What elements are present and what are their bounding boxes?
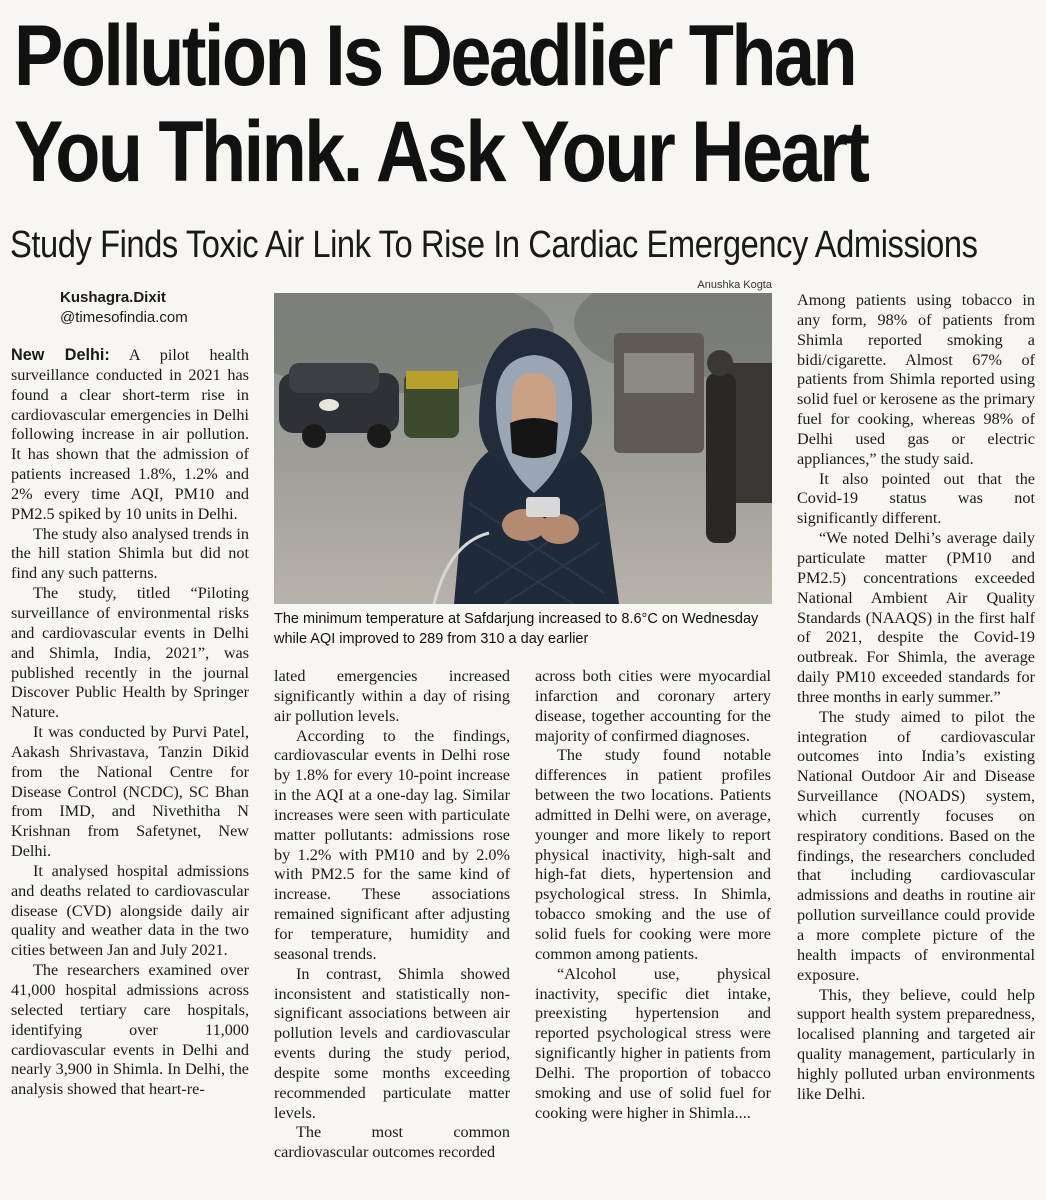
article-paragraph: lated emergencies increased significantly within a day of rising air pollution levels. <box>274 667 510 725</box>
article-paragraph: Among patients using tobacco in any form, 98% of patients from Shimla reported smoking a bidi/cigarette. Almost 67% of patients from Shimla reported using solid fuel or kerosene as the primary fuel for cooking, whereas 98% of Delhi used gas or electric appliances,” the study said. <box>797 291 1035 468</box>
article-paragraph: “We noted Delhi’s average daily particulate matter (PM10 and PM2.5) concentrations exceeded National Ambient Air Quality Standards (NAAQS) in the first half of 2021, despite the Covid-19 outbreak. For Shimla, the average daily PM10 exceeded standards for three months in early summer.” <box>797 529 1035 706</box>
article-paragraph: It was conducted by Purvi Patel, Aakash Shrivastava, Tanzin Dikid from the National Centre for Disease Control (NCDC), SC Bhan from IMD, and Nivethitha N Krishnan from Safetynet, New Delhi. <box>11 723 249 861</box>
article-column-2 <box>274 667 510 1163</box>
article-paragraph: The most common cardiovascular outcomes recorded <box>274 1123 510 1162</box>
article-paragraph: According to the findings, cardiovascular events in Delhi rose by 1.8% for every 10-point increase in the AQI at a one-day lag. Similar increases were seen with particulate matter pollutants: admissions rose by 1.2% with PM10 and by 2.0% with PM2.5 for the same kind of increase. These associations remained significant after adjusting for temperature, humidity and seasonal trends. <box>274 726 510 963</box>
news-photo <box>274 293 772 604</box>
photo-credit: Anushka Kogta <box>697 279 772 291</box>
article-paragraph: It analysed hospital admissions and deaths related to cardiovascular disease (CVD) alongside daily air quality and weather data in the two cities between Jan and July 2021. <box>11 861 249 960</box>
article-paragraph: The researchers examined over 41,000 hospital admissions across selected tertiary care hospitals, identifying over 11,000 cardiovascular events in Delhi and nearly 3,900 in Shimla. In Delhi, the analysis showed that heart-re- <box>11 961 249 1099</box>
article-paragraph: The study, titled “Piloting surveillance of environmental risks and cardiovascular events in Delhi and Shimla, India, 2021”, was published recently in the journal Discover Public Health by Springer Nature. <box>11 584 249 722</box>
article-column-4 <box>797 291 1035 1105</box>
author-name: Kushagra.Dixit <box>60 289 166 306</box>
photo-woman-masked-phone <box>274 293 772 604</box>
article-paragraph: The study aimed to pilot the integration of cardiovascular outcomes into India’s existing National Outdoor Air and Disease Surveillance (NOADS) system, which currently focuses on respiratory conditions. Based on the findings, the researchers concluded that including cardiovascular admissions and deaths in routine air pollution surveillance could provide a more complete picture of the health impacts of environmental exposure. <box>797 707 1035 984</box>
article-paragraph: “Alcohol use, physical inactivity, specific diet intake, preexisting hypertension and reported psychological stress were significantly higher in patients from Delhi. The proportion of tobacco smoking and use of solid fuel for cooking were higher in Shimla.... <box>535 964 771 1122</box>
headline-line-2: You Think. Ask Your Heart <box>14 104 868 200</box>
article-paragraph: This, they believe, could help support health system preparedness, localised planning and targeted air quality management, particularly in highly polluted urban environments like Delhi. <box>797 985 1035 1103</box>
byline <box>60 288 260 328</box>
headline <box>14 8 891 200</box>
article-paragraph: It also pointed out that the Covid-19 status was not significantly different. <box>797 469 1035 528</box>
headline-line-1: Pollution Is Deadlier Than <box>14 8 856 104</box>
article-paragraph: In contrast, Shimla showed inconsistent and statistically non-significant associations between air pollution levels and cardiovascular events during the study period, despite some months exceeding recommended particulate matter levels. <box>274 964 510 1122</box>
article-paragraph: The study also analysed trends in the hill station Shimla but did not find any such patterns. <box>11 524 249 583</box>
article-column-3 <box>535 667 771 1123</box>
article-paragraph: The study found notable differences in patient profiles between the two locations. Patients admitted in Delhi were, on average, younger and more likely to report physical inactivity, high-salt and high-fat diets, hypertension and psychological stress. In Shimla, tobacco smoking and the use of solid fuels for cooking were more common among patients. <box>535 746 771 963</box>
photo-caption: The minimum temperature at Safdarjung increased to 8.6°C on Wednesday while AQI improved to 289 from 310 a day earlier <box>274 611 759 647</box>
article-column-1 <box>11 346 249 1100</box>
subheadline: Study Finds Toxic Air Link To Rise In Cardiac Emergency Admissions <box>10 224 978 266</box>
article-paragraph: across both cities were myocardial infarction and coronary artery disease, together accounting for the majority of confirmed diagnoses. <box>535 667 771 745</box>
author-handle: @timesofindia.com <box>60 309 188 326</box>
article-paragraph: New Delhi: A pilot health surveillance conducted in 2021 has found a clear short-term rise in cardiovascular emergencies in Delhi following increase in air pollution. It has shown that the admission of patients increased 1.8%, 1.2% and 2% every time AQI, PM10 and PM2.5 spiked by 10 units in Delhi. <box>11 346 250 523</box>
dateline: New Delhi: <box>11 346 110 364</box>
